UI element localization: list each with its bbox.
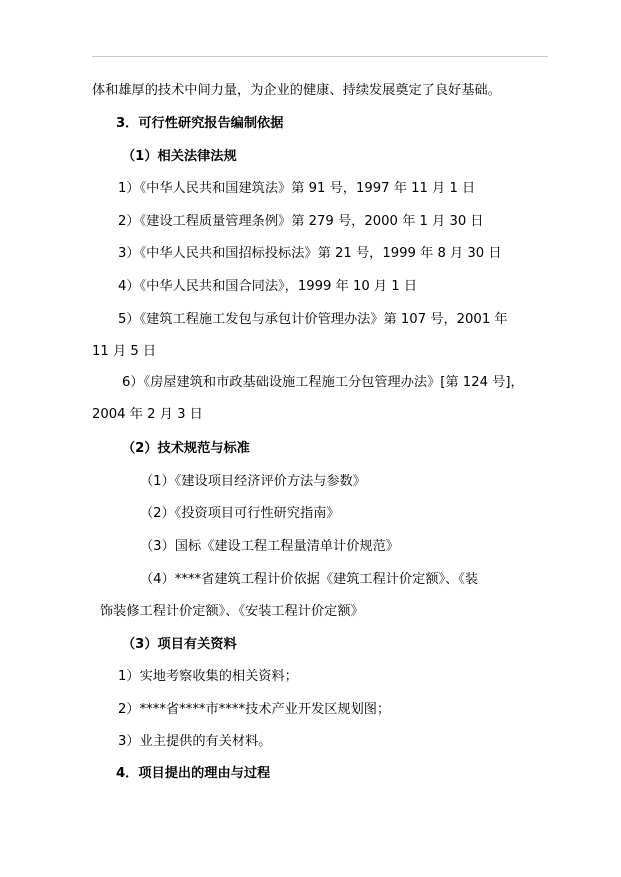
list-item: （2）《投资项目可行性研究指南》 — [140, 506, 340, 521]
list-item: 1）实地考察收集的相关资料； — [118, 669, 298, 684]
list-item-continuation: 饰装修工程计价定额》、《安装工程计价定额》 — [100, 604, 364, 619]
list-item: 2）****省****市****技术产业开发区规划图； — [118, 702, 391, 717]
header-rule — [92, 56, 548, 57]
list-item: 5）《建筑工程施工发包与承包计价管理办法》第 107 号，2001 年 — [118, 312, 508, 327]
subsection-heading: （1）相关法律法规 — [122, 149, 237, 164]
section-heading: 4．项目提出的理由与过程 — [116, 766, 271, 781]
section-heading: 3．可行性研究报告编制依据 — [116, 116, 284, 131]
list-item: 6）《房屋建筑和市政基础设施工程施工分包管理办法》[第 124 号]， — [122, 375, 524, 390]
subsection-heading: （3）项目有关资料 — [122, 637, 237, 652]
list-item: 3）《中华人民共和国招标投标法》第 21 号，1999 年 8 月 30 日 — [118, 246, 502, 261]
list-item: 1）《中华人民共和国建筑法》第 91 号，1997 年 11 月 1 日 — [118, 181, 476, 196]
subsection-heading: （2）技术规范与标准 — [122, 441, 250, 456]
list-item: 3）业主提供的有关材料。 — [118, 734, 272, 749]
list-item-continuation: 2004 年 2 月 3 日 — [92, 407, 203, 422]
list-item: （4）****省建筑工程计价依据《建筑工程计价定额》、《装 — [140, 572, 479, 587]
list-item: （1）《建设项目经济评价方法与参数》 — [140, 474, 366, 489]
list-item-continuation: 11 月 5 日 — [92, 344, 157, 359]
list-item: （3）国标《建设工程工程量清单计价规范》 — [140, 539, 399, 554]
list-item: 4）《中华人民共和国合同法》，1999 年 10 月 1 日 — [118, 279, 418, 294]
body-text-line: 体和雄厚的技术中间力量，为企业的健康、持续发展奠定了良好基础。 — [92, 83, 501, 98]
list-item: 2）《建设工程质量管理条例》第 279 号，2000 年 1 月 30 日 — [118, 214, 484, 229]
